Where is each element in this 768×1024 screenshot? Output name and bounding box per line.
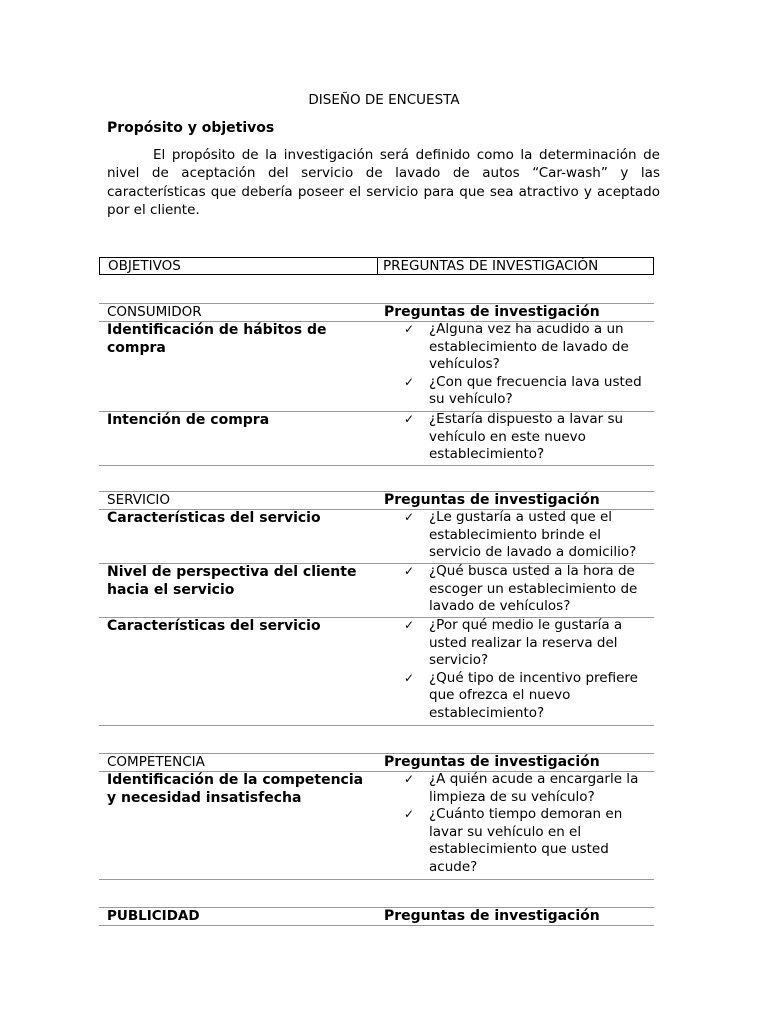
- check-icon: ✓: [404, 618, 415, 632]
- objective-text: Nivel de perspectiva del cliente hacia el servicio: [107, 564, 357, 598]
- question-item: [404, 509, 654, 562]
- objective-row: [99, 617, 654, 725]
- questions-label: Preguntas de investigación: [384, 754, 600, 770]
- question-item: [404, 806, 654, 876]
- question-item: [404, 617, 654, 670]
- divider: [99, 879, 654, 880]
- question-text: ¿Alguna vez ha acudido a un establecimiento de lavado de vehículos?: [429, 321, 629, 372]
- objective-text: Identificación de hábitos de compra: [107, 322, 327, 356]
- objective-text: Características del servicio: [107, 510, 321, 526]
- question-text: ¿Con que frecuencia lava usted su vehículo?: [429, 373, 642, 407]
- check-icon: ✓: [404, 412, 415, 426]
- question-list: [404, 321, 654, 409]
- category-row: [99, 304, 654, 321]
- divider: [99, 925, 654, 926]
- category-row: [99, 492, 654, 509]
- check-icon: ✓: [404, 510, 415, 524]
- objective-text: Características del servicio: [107, 618, 321, 634]
- question-item: [404, 670, 654, 723]
- objectives-header-table: [99, 257, 654, 275]
- category-row: [99, 908, 654, 925]
- questions-label: Preguntas de investigación: [384, 304, 600, 320]
- category-row: [99, 754, 654, 771]
- objective-text: Intención de compra: [107, 412, 270, 428]
- divider: [99, 725, 654, 726]
- question-text: ¿Por qué medio le gustaría a usted realizar la reserva del servicio?: [429, 617, 623, 668]
- check-icon: ✓: [404, 772, 415, 786]
- check-icon: ✓: [404, 322, 415, 336]
- questions-label: Preguntas de investigación: [384, 908, 600, 924]
- section-heading: Propósito y objetivos: [107, 120, 275, 136]
- question-item: [404, 374, 654, 409]
- check-icon: ✓: [404, 807, 415, 821]
- question-list: [404, 563, 654, 616]
- check-icon: ✓: [404, 670, 415, 685]
- question-item: [404, 563, 654, 616]
- question-list: [404, 771, 654, 876]
- objective-row: [99, 509, 654, 563]
- objective-row: [99, 321, 654, 411]
- objective-row: [99, 411, 654, 465]
- check-icon: ✓: [404, 374, 415, 389]
- category-label: CONSUMIDOR: [107, 304, 202, 320]
- question-text: ¿A quién acude a encargarle la limpieza de su vehículo?: [429, 771, 639, 805]
- question-item: [404, 321, 654, 374]
- question-list: [404, 617, 654, 722]
- question-list: [404, 411, 654, 464]
- question-list: [404, 509, 654, 562]
- question-text: ¿Qué tipo de incentivo prefiere que ofrezca el nuevo establecimiento?: [429, 669, 638, 721]
- question-text: ¿Cuánto tiempo demoran en lavar su vehículo en el establecimiento que usted acude?: [429, 806, 623, 875]
- objective-row: [99, 563, 654, 617]
- questions-label: Preguntas de investigación: [384, 492, 600, 508]
- question-text: ¿Qué busca usted a la hora de escoger un establecimiento de lavado de vehículos?: [429, 563, 638, 614]
- category-label: PUBLICIDAD: [107, 908, 200, 924]
- document-title: DISEÑO DE ENCUESTA: [308, 92, 460, 108]
- question-text: ¿Le gustaría a usted que el establecimiento brinde el servicio de lavado a domicilio?: [429, 509, 637, 560]
- objective-text: Identificación de la competencia y necesidad insatisfecha: [107, 772, 364, 806]
- question-item: [404, 411, 654, 464]
- intro-paragraph: El propósito de la investigación será definido como la determinación de nivel de aceptación del servicio de lavado de autos “Car-wash” y las características que debería poseer el servicio para que sea atractivo y aceptado por el cliente.: [107, 147, 660, 219]
- objective-row: [99, 771, 654, 879]
- question-text: ¿Estaría dispuesto a lavar su vehículo en este nuevo establecimiento?: [429, 411, 624, 462]
- divider: [99, 465, 654, 466]
- check-icon: ✓: [404, 564, 415, 578]
- header-objectives: OBJETIVOS: [100, 258, 378, 274]
- category-label: SERVICIO: [107, 492, 170, 508]
- header-questions: PREGUNTAS DE INVESTIGACIÓN: [383, 258, 599, 274]
- question-item: [404, 771, 654, 806]
- category-label: COMPETENCIA: [107, 754, 205, 770]
